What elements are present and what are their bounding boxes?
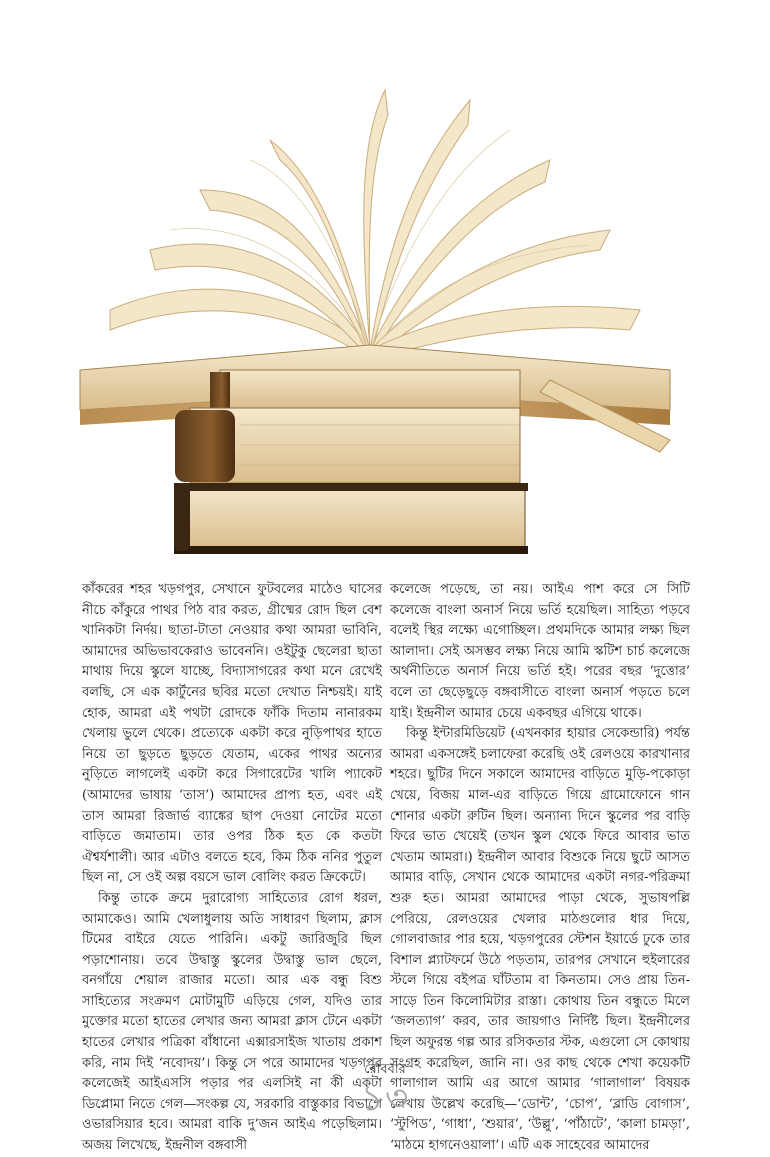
article-column-right xyxy=(390,580,690,1154)
paragraph: কলেজে পড়েছে, তা নয়। আইএ পাশ করে সে সিটি কলেজে বাংলা অনার্স নিয়ে ভর্তি হয়েছিল। সাহিত্য পড়বে বলেই স্থির লক্ষ্যে এগোচ্ছিল। প্রথমদিকে আমার লক্ষ্য ছিল আলাদা। সেই অসম্ভব লক্ষ্য নিয়ে আমি স্কটিশ চার্চ কলেজে অর্থনীতিতে অনার্স নিয়ে ভর্তি হই। পরের বছর ‘দুত্তোর’ বলে তা ছেড়েছুড়ে বঙ্গবাসীতে বাংলা অনার্স পড়তে চলে যাই। ইন্দ্রনীল আমার চেয়ে একবছর এগিয়ে থাকে। xyxy=(390,582,690,721)
article-column-left xyxy=(82,580,382,1154)
paragraph: কিন্তু ইন্টারমিডিয়েট (এখনকার হায়ার সেকেন্ডারি) পর্যন্ত আমরা একসঙ্গেই চলাফেরা করেছি ওই রেলওয়ে কারখানার শহরে। ছুটির দিনে সকালে আমাদের বাড়িতে মুড়ি-পকোড়া খেয়ে, বিজয় মাল-এর বাড়িতে গিয়ে গ্রামোফোনে গান শোনার একটা রুটিন ছিল। অন্যান্য দিনে স্কুলের পর বাড়ি ফিরে ভাত খেয়েই (তখন স্কুল থেকে ফিরে আবার ভাত খেতাম আমরা।) ইন্দ্রনীল আবার বিশুকে নিয়ে ছুটে আসত আমার বাড়ি, সেখান থেকে আমাদের একটা নগর-পরিক্রমা শুরু হত। আমরা আমাদের পাড়া থেকে, সুভাষপল্লি পেরিয়ে, রেলওয়ের খেলার মাঠগুলোর ধার দিয়ে, গোলবাজার পার হয়ে, খড়গপুরের স্টেশন ইয়ার্ডে ঢুকে তার বিশাল প্ল্যাটফর্মে উঠে পড়তাম, তারপর সেখানে হুইলারের স্টলে গিয়ে বইপত্র ঘাঁটতাম বা কিনতাম। সেও প্রায় তিন-সাড়ে তিন কিলোমিটার রাস্তা। কোথায় তিন বন্ধুতে মিলে ‘জলত্যাগ’ করব, তার জায়গাও নির্দিষ্ট ছিল। ইন্দ্রনীলের ছিল অফুরন্ত গল্প আর রসিকতার স্টক, এগুলো সে কোথায় সংগ্রহ করেছিল, জানি না। ওর কাছ থেকে শেখা কয়েকটি গালাগাল আমি এর আগে আমার ‘গালাগাল’ বিষয়ক লেখায় উল্লেখ করেছি—‘ডোন্ট’, ‘চোপ’, ‘ব্লাডি বোগাস’, ‘স্টুপিড’, ‘গাধা’, ‘শুয়ার’, ‘উল্লু’, ‘পাঁঠাটে’, ‘কালা চামড়া’, ‘মাঠমে হাগনেওয়ালা’। এটি এক সাহেবের আমাদের xyxy=(390,726,690,1154)
page-folio xyxy=(0,1060,770,1117)
page-number: ১৩ xyxy=(360,1078,410,1119)
section-name: রোববার xyxy=(364,1062,406,1077)
open-books-photo xyxy=(70,80,680,565)
paragraph: কাঁকরের শহর খড়গপুর, সেখানে ফুটবলের মাঠেও ঘাসের নীচে কাঁকুরে পাথর পিঠ বার করত, গ্রীষ্মের রোদ ছিল বেশ খানিকটা নির্দয়। ছাতা-টাতা নেওয়ার কথা আমরা ভাবিনি, আমাদের অভিভাবকেরাও ভাবেননি। ওইটুকু ছেলেরা ছাতা মাথায় দিয়ে স্কুলে যাচ্ছে, বিদ্যাসাগরের কথা মনে রেখেই বলছি, সে এক কার্টুনের ছবির মতো দেখাত নিশ্চয়ই। যাই হোক, আমরা এই পথটা রোদকে ফাঁকি দিতাম নানারকম খেলায় ভুলে থেকে। প্রত্যেকে একটা করে নুড়িপাথর হাতে নিয়ে তা ছুড়তে ছুড়তে যেতাম, একের পাথর অন্যের নুড়িতে লাগলেই একটা করে সিগারেটের খালি প্যাকেট (আমাদের ভাষায় ‘তাস’) আমাদের প্রাপ্য হত, এবং এই তাস আমরা রিজার্ভ ব্যাঙ্কের ছাপ দেওয়া নোটের মতো বাড়িতে জমাতাম। তার ওপর ঠিক হত কে কতটা ঐশ্বর্যশালী। আর এটাও বলতে হবে, কিম ঠিক ননির পুতুল ছিল না, সে ওই অল্প বয়সে ভাল বোলিং করত ক্রিকেটে। xyxy=(82,582,382,886)
paragraph: কিন্তু তাকে ক্রমে দুরারোগ্য সাহিত্যের রোগ ধরল, আমাকেও। আমি খেলাধুলায় অতি সাধারণ ছিলাম, ক্লাস টিমের বাইরে যেতে পারিনি। একটু জারিজুরি ছিল পড়াশোনায়। তবে উদ্বাস্তু স্কুলের উদ্বাস্তু ভাল ছেলে, বনগাঁয়ে শেয়াল রাজার মতো। আর এক বন্ধু বিশু সাহিত্যের সংক্রমণ মোটামুটি এড়িয়ে গেল, যদিও তার মুক্তোর মতো হাতের লেখার জন্য আমরা ক্লাস টেনে একটা হাতের লেখার পত্রিকা বাঁধানো এক্সারসাইজ খাতায় প্রকাশ করি, নাম দিই ‘নবোদয়’। কিন্তু সে পরে আমাদের খড়গপুর কলেজেই আইএসসি পড়ার পর এলসিই না কী একটা ডিপ্লোমা নিতে গেল—সংকল্প যে, সরকারি বাস্তুকার বিভাগে ওভারসিয়ার হবে। আমরা বাকি দু’জন আইএ পড়েছিলাম। অজয় লিখেছে, ইন্দ্রনীল বঙ্গবাসী xyxy=(82,890,382,1154)
